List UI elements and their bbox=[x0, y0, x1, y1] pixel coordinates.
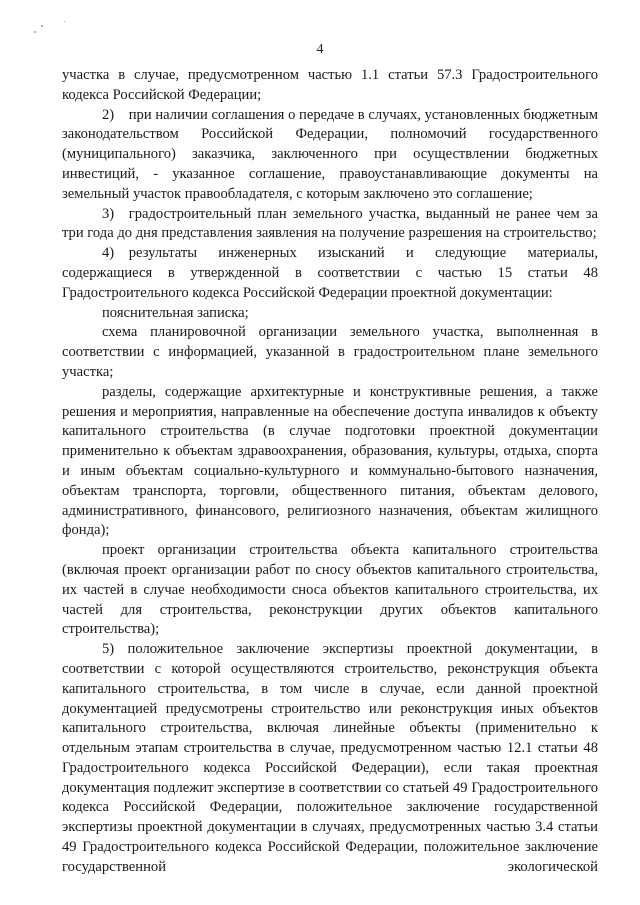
page-number: 4 bbox=[316, 42, 324, 57]
paragraph-explanatory-note: пояснительная записка; bbox=[102, 304, 249, 321]
scan-artifact-dot bbox=[41, 25, 43, 27]
document-body bbox=[62, 66, 598, 878]
paragraph-item-2: 2) при наличии соглашения о передаче в случаях, установленных бюджетным законодательством Российской Федерации, полномочий государственного (муниципального) заказчика, заключенного при осуществлении бюджетных инвестиций, - указанное соглашение, правоустанавливающие документы на земельный участок правообладателя, с которым заключено это соглашение; bbox=[62, 106, 598, 202]
scan-artifact-dot bbox=[64, 21, 65, 22]
scan-artifact-dot bbox=[34, 31, 36, 33]
paragraph-item-5: 5) положительное заключение экспертизы проектной документации, в соответствии с которой осуществляются строительство, реконструкция объекта капитального строительства, в том числе в случае, если данной проектной документацией предусмотрены строительство или реконструкция иных объектов капитального строительства, включая линейные объекты (применительно к отдельным этапам строительства в случае, предусмотренном частью 12.1 статьи 48 Градостроительного кодекса Российской Федерации), если такая проектная документация подлежит экспертизе в соответствии со статьей 49 Градостроительного кодекса Российской Федерации, положительное заключение государственной экспертизы проектной документации в случаях, предусмотренных частью 3.4 статьи 49 Градостроительного кодекса Российской Федерации, положительное заключение государственной экологической bbox=[62, 641, 598, 875]
paragraph-continuation: участка в случае, предусмотренном частью 1.1 статьи 57.3 Градостроительного кодекса Российской Федерации; bbox=[62, 67, 598, 103]
paragraph-architectural-sections: разделы, содержащие архитектурные и конструктивные решения, а также решения и мероприятия, направленные на обеспечение доступа инвалидов к объекту капитального строительства (в случае подготовки проектной документации применительно к объектам здравоохранения, образования, культуры, отдыха, спорта и иным объектам социально-культурного и коммунально-бытового назначения, объектам транспорта, торговли, общественного питания, объектам делового, административного, финансового, религиозного назначения, объектам жилищного фонда); bbox=[62, 383, 598, 539]
paragraph-item-3: 3) градостроительный план земельного участка, выданный не ранее чем за три года до дня представления заявления на получение разрешения на строительство; bbox=[62, 205, 598, 242]
paragraph-construction-project: проект организации строительства объекта капитального строительства (включая проект организации работ по сносу объектов капитального строительства, их частей в случае необходимости сноса объектов капитального строительства, их частей для строительства, реконструкции других объектов капитального строительства); bbox=[62, 542, 598, 638]
paragraph-site-plan-scheme: схема планировочной организации земельного участка, выполненная в соответствии с информацией, указанной в градостроительном плане земельного участка; bbox=[62, 324, 598, 380]
paragraph-item-4: 4) результаты инженерных изысканий и следующие материалы, содержащиеся в утвержденной в соответствии с частью 15 статьи 48 Градостроительного кодекса Российской Федерации проектной документации: bbox=[62, 245, 598, 301]
